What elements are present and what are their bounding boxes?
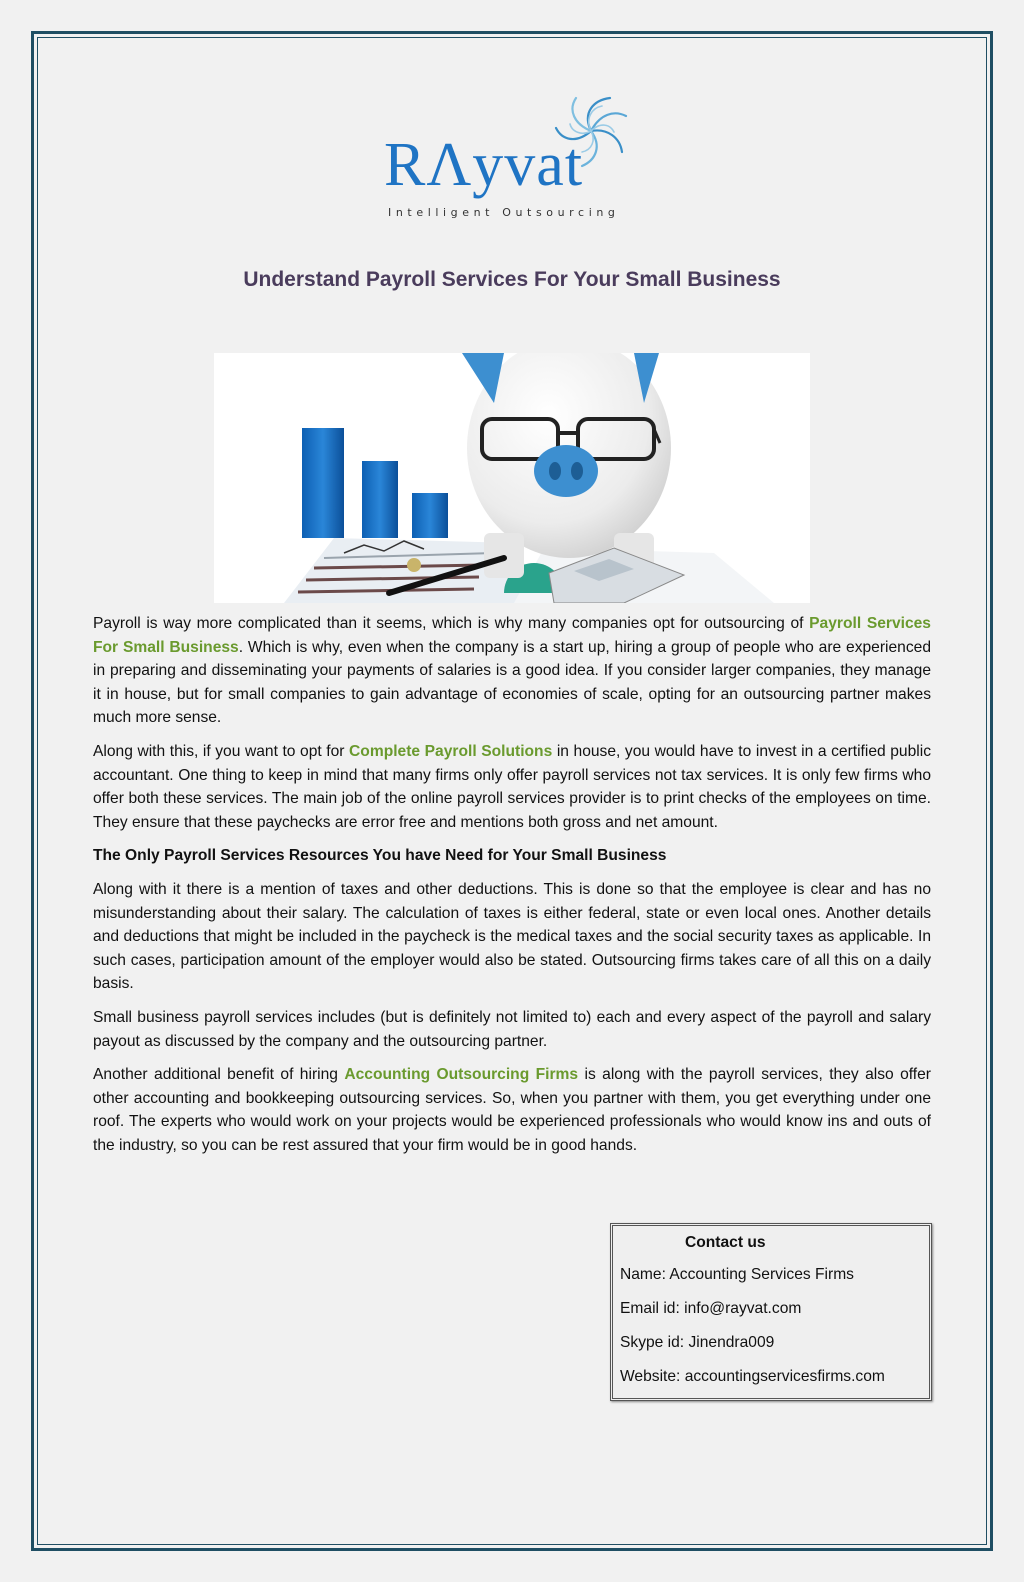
contact-email[interactable]: Email id: info@rayvat.com — [620, 1300, 802, 1317]
section-heading: The Only Payroll Services Resources You have Need for Your Small Business — [93, 847, 667, 865]
article-body — [93, 612, 931, 1167]
paragraph-1-text-a: Payroll is way more complicated than it seems, which is why many companies opt for outsourcing of — [93, 615, 810, 632]
page-title: Understand Payroll Services For Your Small Business — [243, 268, 781, 291]
paragraph-3: Along with it there is a mention of taxes and other deductions. This is done so that the employee is clear and has no misunderstanding about their salary. The calculation of taxes is either federal, state or even local ones. Another details and deductions that might be included in the paycheck is the medical taxes and the social security taxes as applicable. In such cases, participation amount of the employer would also be stated. Outsourcing firms takes care of all this on a daily basis. — [93, 880, 931, 993]
contact-website[interactable]: Website: accountingservicesfirms.com — [620, 1368, 885, 1385]
paragraph-5-text-b: is along with the payroll services, they also offer other accounting and bookkeeping outsourcing services. So, when you partner with them, you get everything under one roof. The experts who would work on your projects would be experienced professionals who would know ins and outs of the industry, so you can be rest assured that your firm would be in good hands. — [93, 1066, 931, 1154]
paragraph-5-text-a: Another additional benefit of hiring — [93, 1066, 345, 1084]
paragraph-1-text-b: . Which is why, even when the company is a start up, hiring a group of people who are experienced in preparing and disseminating your payments of salaries is a good idea. If you consider larger companies, they manage it in house, but for small companies to gain advantage of economies of scale, opting for an outsourcing partner makes much more sense. — [93, 638, 931, 727]
payroll-services-link[interactable]: Payroll Services For Small Business — [93, 615, 931, 656]
paragraph-4: Small business payroll services includes (but is definitely not limited to) each and every aspect of the payroll and salary payout as discussed by the company and the outsourcing partner. — [93, 1008, 931, 1050]
logo-wordmark: RΛyvat — [384, 131, 584, 199]
paragraph-1 — [93, 612, 931, 730]
paragraph-5 — [93, 1063, 931, 1157]
contact-box — [610, 1223, 932, 1401]
paragraph-2 — [93, 740, 931, 834]
logo-tagline: Intelligent Outsourcing — [388, 206, 620, 219]
contact-name: Name: Accounting Services Firms — [620, 1266, 854, 1283]
rayvat-logo[interactable] — [384, 92, 644, 224]
paragraph-2-text-a: Along with this, if you want to opt for — [93, 742, 350, 760]
contact-heading: Contact us — [685, 1234, 766, 1251]
accounting-outsourcing-firms-link[interactable]: Accounting Outsourcing Firms — [344, 1066, 579, 1084]
complete-payroll-solutions-link[interactable]: Complete Payroll Solutions — [349, 742, 553, 760]
contact-skype[interactable]: Skype id: Jinendra009 — [620, 1334, 775, 1351]
paragraph-2-text-b: in house, you would have to invest in a certified public accountant. One thing to keep in mind that many firms only offer payroll services not tax services. It is only few firms who offer both these services. The main job of the online payroll services provider is to print checks of the employees on time. They ensure that these paychecks are error free and mentions both gross and net amount. — [93, 742, 932, 831]
piggy-bank-illustration-icon — [214, 353, 810, 603]
hero-image — [214, 353, 810, 603]
